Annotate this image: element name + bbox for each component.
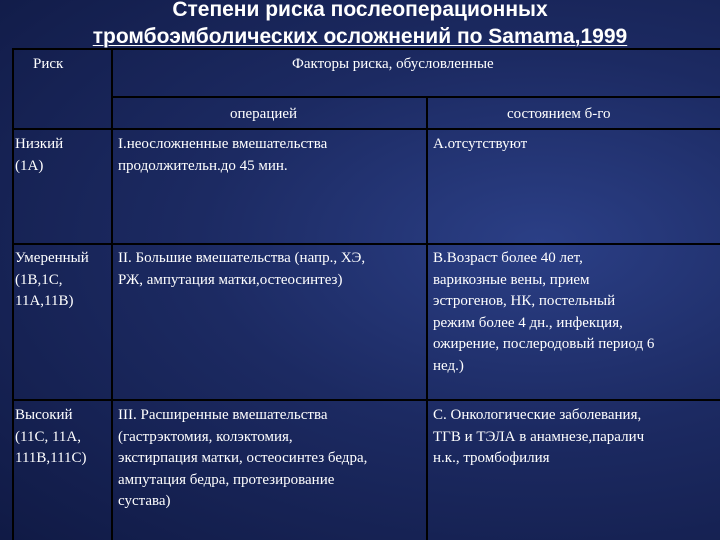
table-row-low-operation bbox=[118, 134, 327, 177]
risk-line: (1В,1С, bbox=[15, 271, 63, 288]
patient-line: варикозные вены, прием bbox=[433, 271, 590, 288]
patient-line: ожирение, послеродовый период 6 bbox=[433, 336, 655, 352]
risk-line: Низкий bbox=[15, 136, 64, 152]
table-row-moderate-risk bbox=[15, 248, 89, 313]
slide-title bbox=[0, 0, 720, 50]
header-risk: Риск bbox=[33, 56, 64, 72]
risk-line: 111В,111С) bbox=[15, 450, 87, 466]
patient-line: А.отсутствуют bbox=[433, 136, 528, 152]
operation-line: экстирпация матки, остеосинтез бедра, bbox=[118, 450, 368, 466]
table-row-low-patient bbox=[433, 134, 527, 156]
patient-line: н.к., тромбофилия bbox=[433, 450, 550, 466]
patient-line: ТГВ и ТЭЛА в анамнезе,паралич bbox=[433, 428, 645, 445]
risk-line: Высокий bbox=[15, 407, 73, 423]
risk-line: 11А,11В) bbox=[15, 293, 74, 309]
table-row-high-operation bbox=[118, 405, 367, 513]
risk-line: (11С, 11А, bbox=[15, 428, 81, 445]
slide-title-line-2: тромбоэмболических осложнений по Samama,1999 bbox=[92, 25, 628, 48]
table-row-high-risk bbox=[15, 405, 87, 470]
risk-line: (1А) bbox=[15, 157, 44, 174]
header-factors: Факторы риска, обусловленные bbox=[292, 56, 494, 72]
patient-line: нед.) bbox=[433, 357, 464, 374]
risk-line: Умеренный bbox=[15, 250, 89, 266]
patient-line: С. Онкологические заболевания, bbox=[433, 407, 642, 423]
table-row-moderate-patient bbox=[433, 248, 654, 377]
header-operation: операцией bbox=[230, 106, 298, 122]
operation-line: продолжительн.до 45 мин. bbox=[118, 157, 288, 174]
operation-line: III. Расширенные вмешательства bbox=[118, 407, 328, 423]
table-row-high-patient bbox=[433, 405, 644, 470]
header-patient: состоянием б-го bbox=[507, 106, 611, 122]
operation-line: II. Большие вмешательства (напр., ХЭ, bbox=[118, 250, 366, 266]
operation-line: (гастрэктомия, колэктомия, bbox=[118, 428, 293, 445]
operation-line: РЖ, ампутация матки,остеосинтез) bbox=[118, 271, 343, 288]
patient-line: эстрогенов, НК, постельный bbox=[433, 293, 616, 309]
slide-title-line-1: Степени риска послеоперационных bbox=[172, 0, 548, 21]
patient-line: В.Возраст более 40 лет, bbox=[433, 250, 583, 266]
table-row-low-risk bbox=[15, 134, 63, 177]
operation-line: I.неосложненные вмешательства bbox=[118, 136, 328, 152]
patient-line: режим более 4 дн., инфекция, bbox=[433, 314, 623, 331]
table-row-moderate-operation bbox=[118, 248, 365, 291]
operation-line: ампутация бедра, протезирование bbox=[118, 471, 335, 488]
operation-line: сустава) bbox=[118, 493, 171, 509]
